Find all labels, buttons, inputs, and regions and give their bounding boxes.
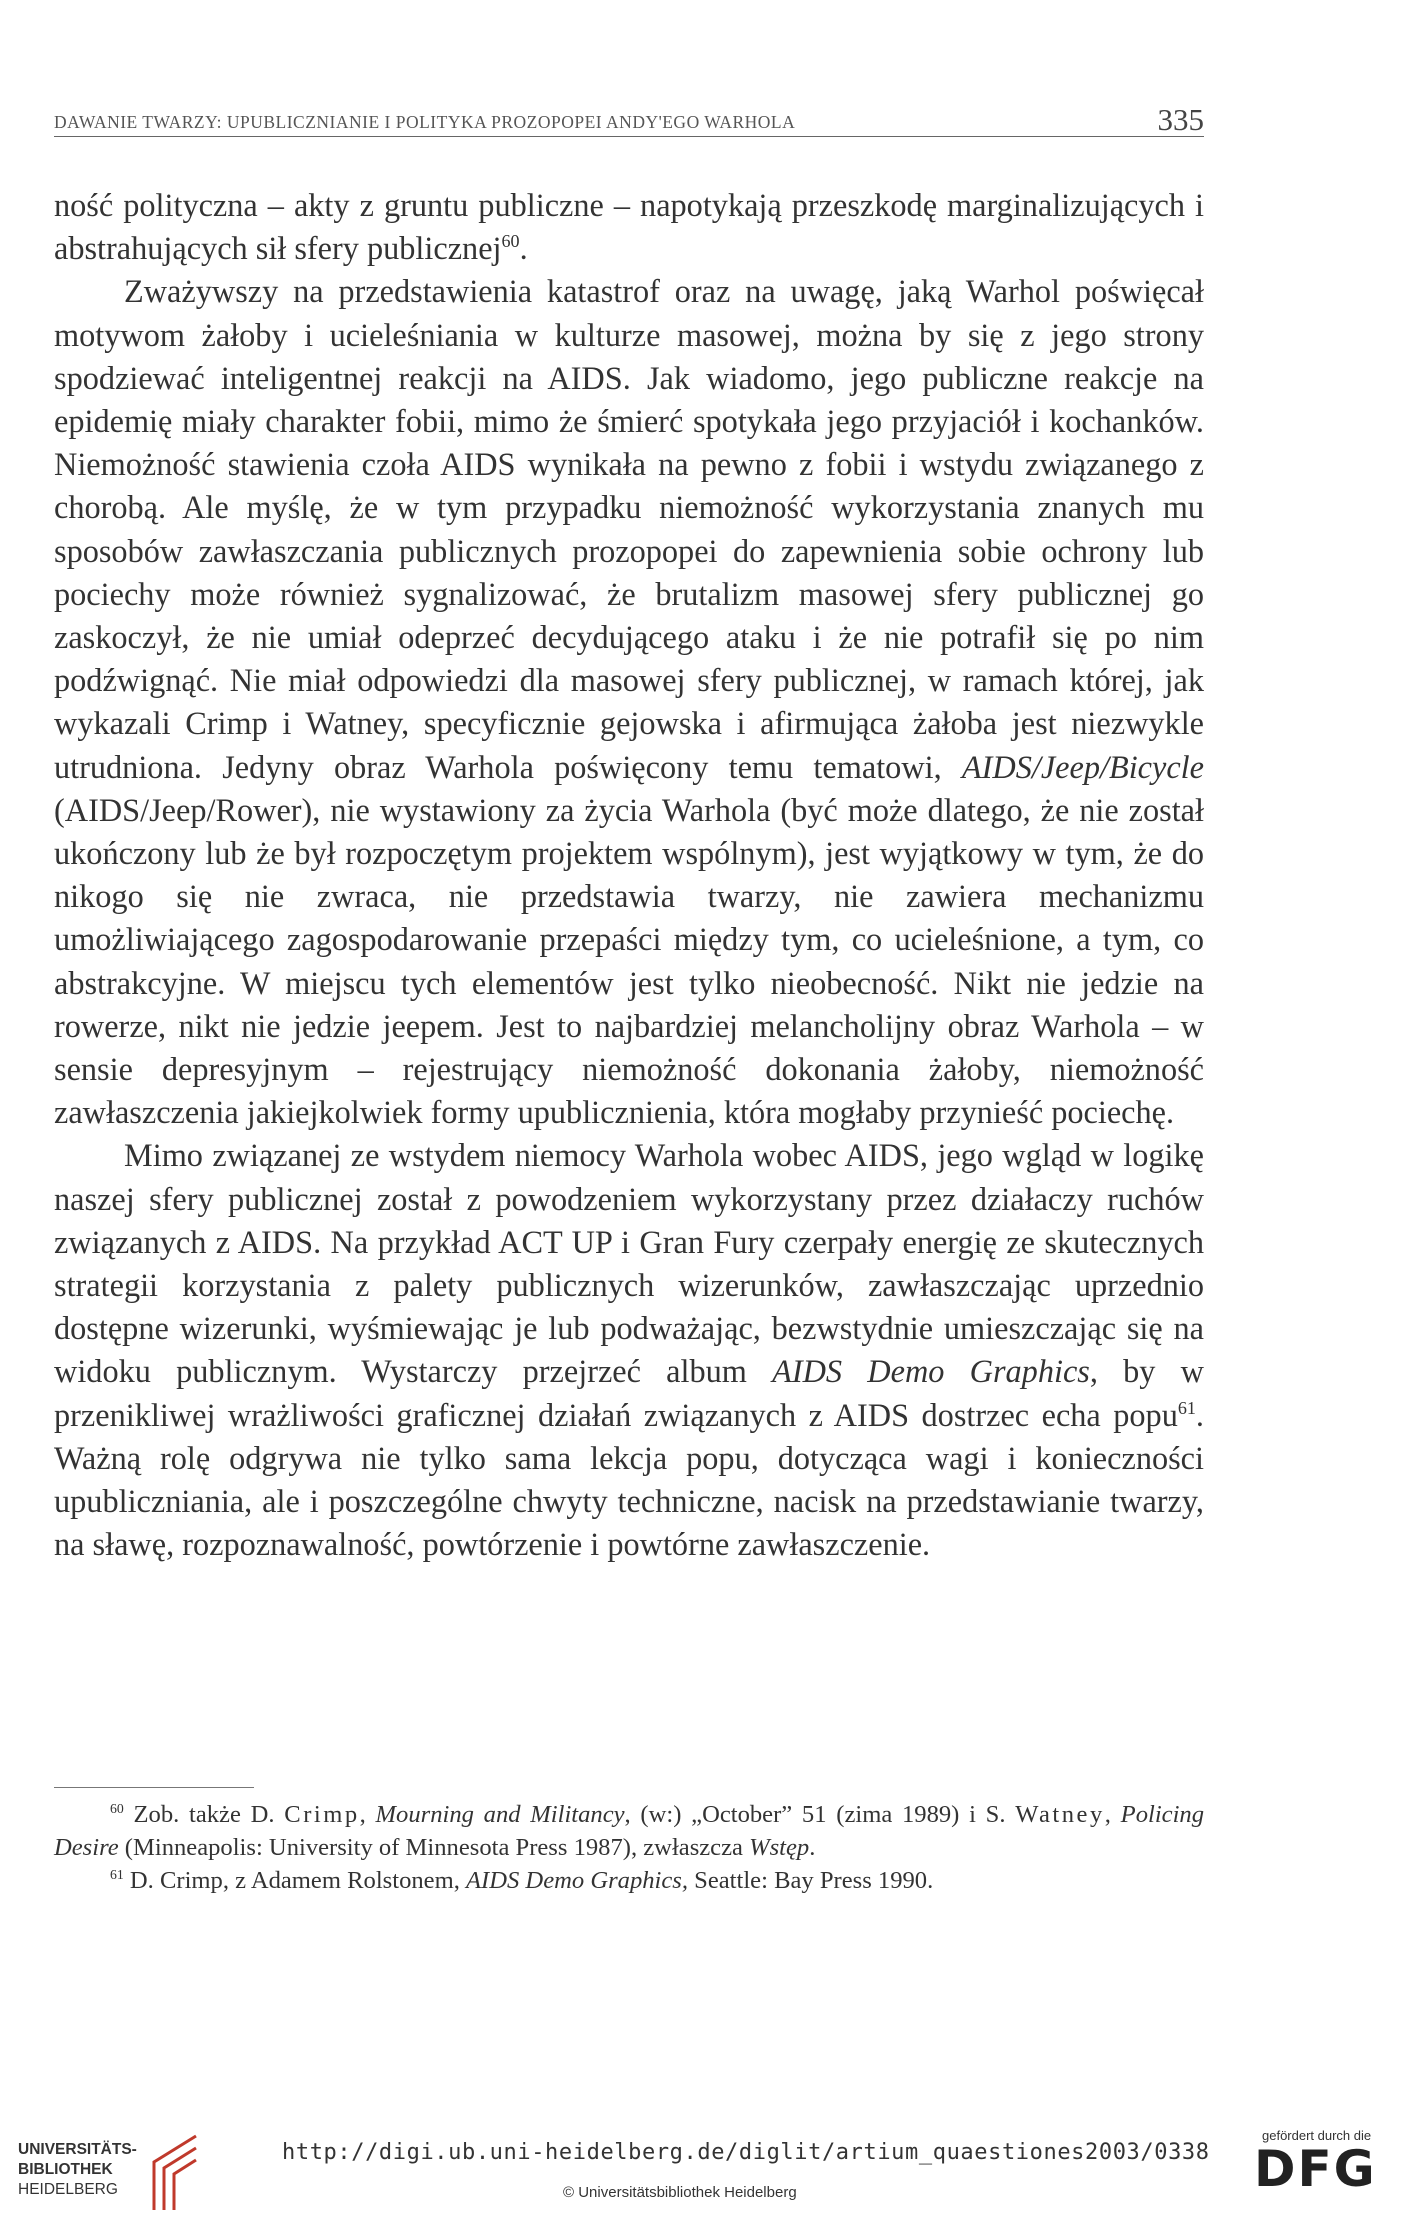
footnote-text: , <box>1104 1801 1121 1828</box>
footnote-61 <box>54 1864 1204 1897</box>
paragraph-1 <box>54 184 1204 270</box>
library-name-line-3: HEIDELBERG <box>18 2181 118 2198</box>
dfg-logo[interactable]: DFG <box>1254 2140 1377 2198</box>
library-emblem-icon <box>146 2132 216 2212</box>
footnote-text: (Minneapolis: University of Minnesota Press 1987), zwłaszcza <box>118 1834 750 1861</box>
funding-label: gefördert durch die <box>1262 2128 1372 2143</box>
footnote-text: . <box>809 1834 816 1861</box>
footnote-title: Wstęp <box>749 1834 810 1861</box>
copyright-notice: © Universitätsbibliothek Heidelberg <box>563 2184 797 2201</box>
footnote-60 <box>54 1798 1204 1864</box>
footnote-text: , <box>359 1801 376 1828</box>
paragraph-2 <box>54 270 1204 1134</box>
footnote-rule <box>54 1787 254 1788</box>
library-name <box>18 2140 137 2200</box>
footnote-number: 60 <box>110 1800 124 1816</box>
paragraph-3-mid: , by w przenikliwej wrażliwości graficznej działań związanych z AIDS dostrzec echa popu <box>54 1353 1204 1433</box>
footnote-title: Mourning and Militancy <box>375 1801 625 1828</box>
paragraph-2-text: Zważywszy na przedstawienia katastrof oraz na uwagę, jaką Warhol poświęcał motywom żałoby i ucieleśniania w kulturze masowej, można by się z jego strony spodziewać inteligentnej reakcji na AIDS. Jak wiadomo, jego publiczne reakcje na epidemię miały charakter fobii, mimo że śmierć spotykała jego przyjaciół i kochanków. Niemożność stawienia czoła AIDS wynikała na pewno z fobii i wstydu związanego z chorobą. Ale myślę, że w tym przypadku niemożność wykorzystania znanych mu sposobów zawłaszczania publicznych prozopopei do zapewnienia sobie ochrony lub pociechy może również sygnalizować, że brutalizm masowej sfery publicznej go zaskoczył, że nie umiał odeprzeć decydującego ataku i że nie potrafił się po nim podźwignąć. Nie miał odpowiedzi dla masowej sfery publicznej, w ramach której, jak wykazali Crimp i Watney, specyficznie gejowska i afirmująca żałoba jest niezwykle utrudniona. Jedyny obraz Warhola poświęcony temu tematowi, <box>54 273 1204 785</box>
footnote-text: Seattle: Bay Press 1990. <box>688 1867 934 1894</box>
footnote-ref-61: 61 <box>1177 1397 1196 1418</box>
footnote-text: , (w:) „October” 51 (zima 1989) i S. <box>624 1801 1016 1828</box>
paragraph-3 <box>54 1134 1204 1566</box>
body-text <box>54 184 1204 1567</box>
paragraph-1-end: . <box>519 230 528 267</box>
footnote-text: D. Crimp, z Adamem Rolstonem, <box>123 1867 467 1894</box>
paragraph-3-rest: . Ważną rolę odgrywa nie tylko sama lekcja popu, dotycząca wagi i konieczności upubliczniania, ale i poszczególne chwyty techniczne, nacisk na przedstawianie twarzy, na sławę, rozpoznawalność, powtórzenie i powtórne zawłaszczenie. <box>54 1396 1204 1563</box>
footnote-author: Watney <box>1015 1801 1105 1828</box>
digitization-footer <box>0 2110 1414 2217</box>
artwork-title: AIDS/Jeep/Bicycle <box>961 748 1204 785</box>
footnote-ref-60: 60 <box>501 231 520 252</box>
footnote-title: Policing Desire <box>54 1801 1205 1861</box>
paragraph-3-text: Mimo związanej ze wstydem niemocy Warhola wobec AIDS, jego wgląd w logikę naszej sfery publicznej został z powodzeniem wykorzystany przez działaczy ruchów związanych z AIDS. Na przykład ACT UP i Gran Fury czerpały energię ze skutecznych strategii korzystania z palety publicznych wizerunków, zawłaszczając uprzednio dostępne wizerunki, wyśmiewając je lub podważając, bezwstydnie umieszczając się na widoku publicznym. Wystarczy przejrzeć album <box>54 1137 1204 1390</box>
footnote-author: Crimp <box>284 1801 360 1828</box>
album-title: AIDS Demo Graphics <box>772 1353 1090 1390</box>
paragraph-1-text: ność polityczna – akty z gruntu publiczne – napotykają przeszkodę marginalizujących i abstrahujących sił sfery publicznej <box>54 187 1204 267</box>
library-name-line-2: BIBLIOTHEK <box>18 2161 113 2178</box>
permalink-url[interactable]: http://digi.ub.uni-heidelberg.de/diglit/artium_quaestiones2003/0338 <box>282 2140 1210 2165</box>
footnote-text: Zob. także D. <box>123 1801 285 1828</box>
library-name-line-1: UNIVERSITÄTS- <box>18 2141 137 2158</box>
footnote-number: 61 <box>110 1866 124 1882</box>
paragraph-2-rest: (AIDS/Jeep/Rower), nie wystawiony za życia Warhola (być może dlatego, że nie został ukończony lub że był rozpoczętym projektem wspólnym), jest wyjątkowy w tym, że do nikogo się nie zwraca, nie przedstawia twarzy, nie zawiera mechanizmu umożliwiającego zagospodarowanie przepaści między tym, co ucieleśnione, a tym, co abstrakcyjne. W miejscu tych elementów jest tylko nieobecność. Nikt nie jedzie na rowerze, nikt nie jedzie jeepem. Jest to najbardziej melancholijny obraz Warhola – w sensie depresyjnym – rejestrujący niemożność dokonania żałoby, niemożność zawłaszczenia jakiejkolwiek formy upublicznienia, która mogłaby przynieść pociechę. <box>54 791 1204 1131</box>
running-head: DAWANIE TWARZY: UPUBLICZNIANIE I POLITYKA PROZOPOPEI ANDY'EGO WARHOLA <box>54 112 796 132</box>
page-header <box>54 102 1204 137</box>
library-logo[interactable] <box>18 2128 248 2213</box>
footnotes <box>54 1798 1204 1897</box>
footnote-title: AIDS Demo Graphics, <box>466 1867 689 1894</box>
page-number: 335 <box>1157 102 1204 137</box>
